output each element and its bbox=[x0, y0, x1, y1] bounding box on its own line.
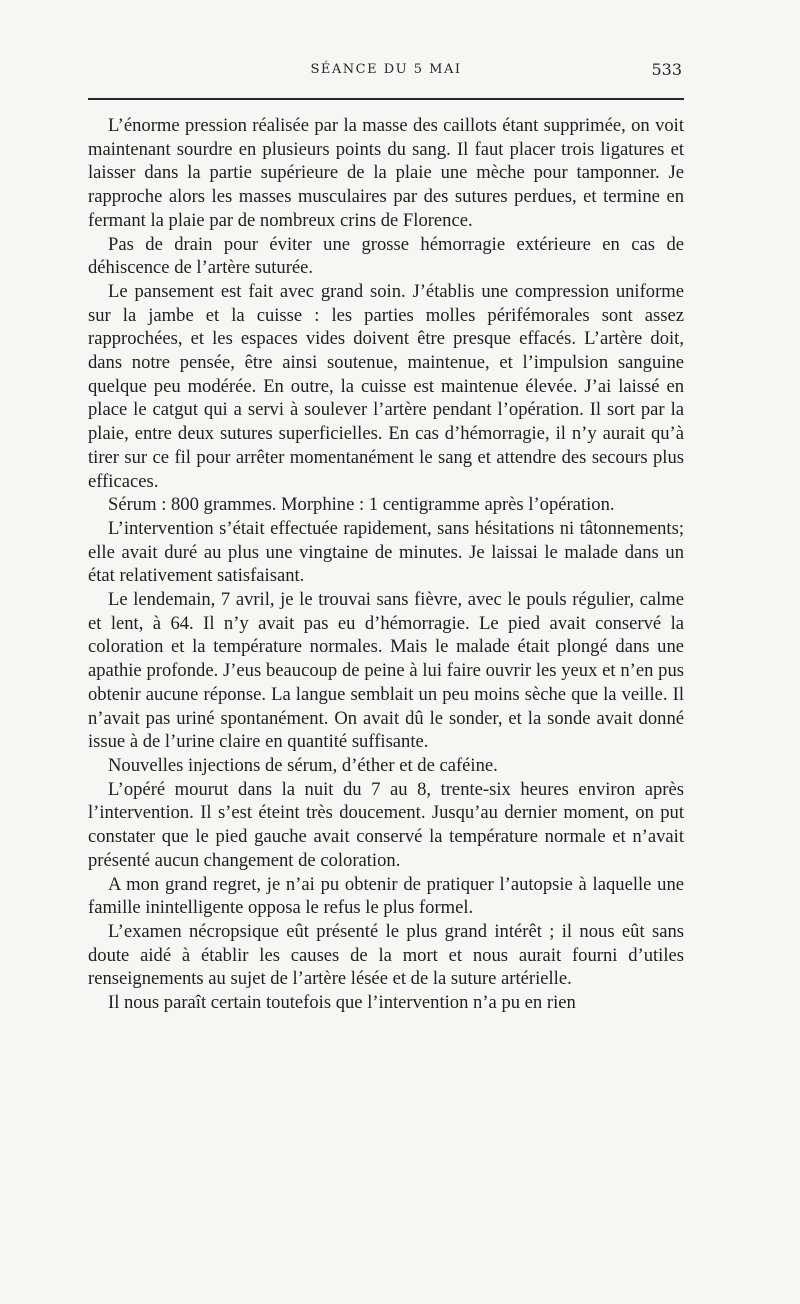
paragraph: L’opéré mourut dans la nuit du 7 au 8, trente-six heures environ après l’intervention. Il s’est éteint très doucement. Jusqu’au dernier moment, on put constater que le pied gauche avait conservé la température normale et n’avait présenté aucun changement de coloration. bbox=[88, 778, 684, 871]
paragraph: A mon grand regret, je n’ai pu obtenir de pratiquer l’autopsie à laquelle une famille inintelligente opposa le refus le plus formel. bbox=[88, 873, 684, 919]
paragraph: L’énorme pression réalisée par la masse des caillots étant supprimée, on voit maintenant sourdre en plusieurs points du sang. Il faut placer trois ligatures et laisser dans la partie supérieure de la plaie une mèche pour tamponner. Je rapproche alors les masses musculaires par des sutures perdues, et termine en fermant la plaie par de nombreux crins de Florence. bbox=[88, 115, 684, 231]
running-title: SÉANCE DU 5 MAI bbox=[310, 62, 462, 77]
paragraph: Nouvelles injections de sérum, d’éther et de caféine. bbox=[108, 754, 498, 776]
paragraph: Sérum : 800 grammes. Morphine : 1 centigramme après l’opération. bbox=[108, 494, 615, 516]
body-text bbox=[88, 114, 684, 1015]
paragraph: Il nous paraît certain toutefois que l’intervention n’a pu en rien bbox=[108, 992, 576, 1014]
paragraph: Le pansement est fait avec grand soin. J’établis une compression uniforme sur la jambe et la cuisse : les parties molles périfémorales sont assez rapprochées, et les espaces vides doivent être presque effacés. L’artère doit, dans notre pensée, être ainsi soutenue, maintenue, et l’impulsion sanguine quelque peu modérée. En outre, la cuisse est maintenue élevée. J’ai laissé en place le catgut qui a servi à soulever l’artère pendant l’opération. Il sort par la plaie, entre deux sutures superficielles. En cas d’hémorragie, il n’y aurait qu’à tirer sur ce fil pour arrêter momentanément le sang et attendre des secours plus efficaces. bbox=[88, 280, 684, 492]
paragraph: L’intervention s’était effectuée rapidement, sans hésitations ni tâtonnements; elle avait duré au plus une vingtaine de minutes. Je laissai le malade dans un état relativement satisfaisant. bbox=[88, 517, 684, 587]
header-rule bbox=[88, 98, 684, 100]
page-number: 533 bbox=[651, 60, 682, 79]
page-header bbox=[88, 60, 684, 84]
paragraph: Pas de drain pour éviter une grosse hémorragie extérieure en cas de déhiscence de l’artère suturée. bbox=[88, 233, 684, 279]
paragraph: L’examen nécropsique eût présenté le plus grand intérêt ; il nous eût sans doute aidé à établir les causes de la mort et nous aurait fourni d’utiles renseignements au sujet de l’artère lésée et de la suture artérielle. bbox=[88, 920, 684, 990]
paragraph: Le lendemain, 7 avril, je le trouvai sans fièvre, avec le pouls régulier, calme et lent, à 64. Il n’y avait pas eu d’hémorragie. Le pied avait conservé la coloration et la température normales. Mais le malade était plongé dans une apathie profonde. J’eus beaucoup de peine à lui faire ouvrir les yeux et n’en pus obtenir aucune réponse. La langue semblait un peu moins sèche que la veille. Il n’avait pas uriné spontanément. On avait dû le sonder, et la sonde avait donné issue à de l’urine claire en quantité suffisante. bbox=[88, 589, 684, 753]
